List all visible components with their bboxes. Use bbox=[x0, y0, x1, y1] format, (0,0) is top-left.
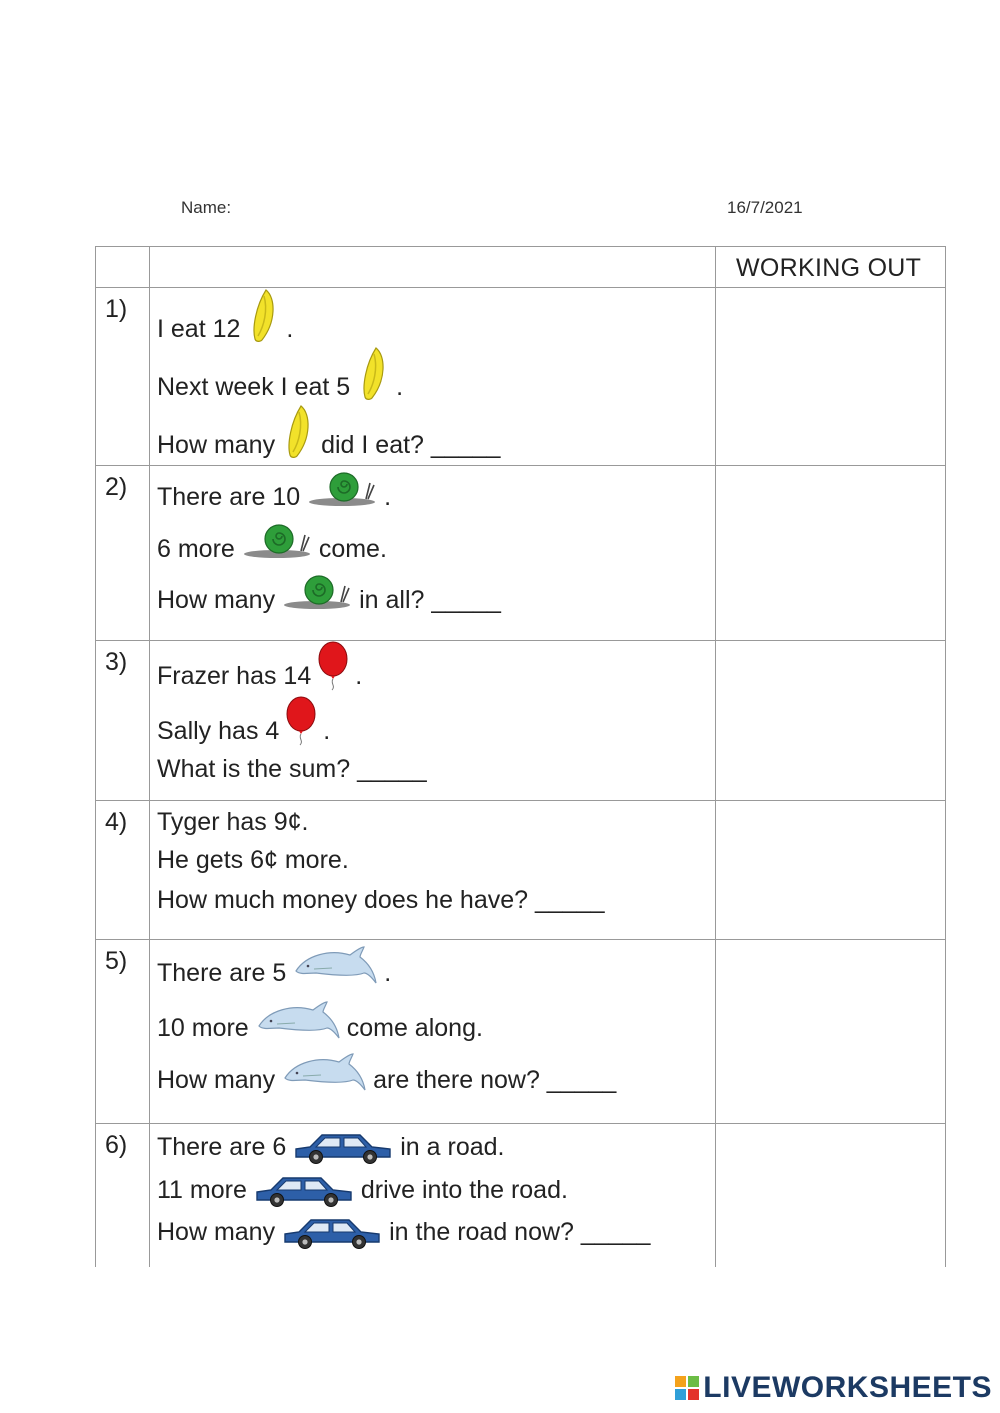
date-label: 16/7/2021 bbox=[727, 198, 803, 217]
question-text-after: in the road now? _____ bbox=[389, 1217, 651, 1246]
question-text-after: . bbox=[384, 958, 392, 987]
question-text-cell bbox=[149, 1123, 716, 1267]
question-line bbox=[157, 1129, 505, 1165]
balloon-icon bbox=[317, 648, 349, 684]
working-out-area[interactable] bbox=[716, 287, 945, 465]
banana-icon bbox=[246, 298, 280, 334]
question-row bbox=[96, 1123, 945, 1267]
question-line bbox=[157, 658, 362, 694]
working-out-area[interactable] bbox=[716, 640, 945, 800]
question-text: 6 more bbox=[157, 534, 235, 563]
question-line bbox=[157, 713, 330, 749]
name-label: Name: bbox=[181, 198, 232, 217]
question-text: 11 more bbox=[157, 1175, 247, 1204]
working-out-heading: WORKING OUT bbox=[736, 254, 922, 282]
question-line bbox=[157, 751, 427, 787]
dolphin-icon bbox=[292, 947, 378, 983]
question-text: 10 more bbox=[157, 1013, 249, 1042]
working-out-area[interactable] bbox=[716, 800, 945, 939]
question-text-after: in all? _____ bbox=[359, 585, 501, 614]
question-text-after: come along. bbox=[346, 1013, 483, 1042]
question-line bbox=[157, 582, 501, 618]
question-row bbox=[96, 640, 945, 801]
question-text: Next week I eat 5 bbox=[157, 372, 351, 401]
snail-icon bbox=[241, 523, 313, 559]
question-text: What is the sum? _____ bbox=[157, 754, 427, 783]
question-text: How much money does he have? _____ bbox=[157, 885, 605, 914]
question-line bbox=[157, 369, 403, 405]
question-line bbox=[157, 1214, 650, 1250]
question-text: I eat 12 bbox=[157, 314, 241, 343]
question-row bbox=[96, 465, 945, 641]
question-text-after: . bbox=[355, 661, 363, 690]
question-line bbox=[157, 804, 308, 840]
working-out-area[interactable] bbox=[716, 1123, 945, 1267]
question-text: He gets 6¢ more. bbox=[157, 845, 349, 874]
brand-name: LIVEWORKSHEETS bbox=[703, 1371, 992, 1404]
question-text: Sally has 4 bbox=[157, 716, 280, 745]
worksheet-table bbox=[95, 246, 946, 1267]
question-number: 6) bbox=[105, 1131, 128, 1159]
question-text-after: did I eat? _____ bbox=[321, 430, 501, 459]
question-text-cell bbox=[149, 939, 716, 1123]
question-text-after: come. bbox=[318, 534, 387, 563]
question-text-after: . bbox=[323, 716, 331, 745]
question-number: 3) bbox=[105, 648, 128, 676]
dolphin-icon bbox=[281, 1054, 367, 1090]
question-text-after: are there now? _____ bbox=[373, 1065, 617, 1094]
question-line bbox=[157, 1010, 483, 1046]
question-text-cell bbox=[149, 465, 716, 640]
question-text-after: . bbox=[286, 314, 294, 343]
question-number: 1) bbox=[105, 295, 128, 323]
header-row bbox=[96, 247, 945, 288]
question-text: How many bbox=[157, 585, 276, 614]
question-row bbox=[96, 939, 945, 1124]
question-text: There are 10 bbox=[157, 482, 301, 511]
car-icon bbox=[253, 1172, 355, 1208]
question-line bbox=[157, 311, 293, 347]
question-text: Tyger has 9¢. bbox=[157, 807, 309, 836]
question-text: How many bbox=[157, 1217, 276, 1246]
question-line bbox=[157, 1172, 568, 1208]
question-line bbox=[157, 479, 391, 515]
question-line bbox=[157, 1062, 616, 1098]
question-text-after: . bbox=[384, 482, 392, 511]
question-line bbox=[157, 882, 605, 918]
question-text: How many bbox=[157, 1065, 276, 1094]
question-text-cell bbox=[149, 800, 716, 939]
question-line bbox=[157, 955, 391, 991]
car-icon bbox=[281, 1214, 383, 1250]
question-row bbox=[96, 800, 945, 940]
question-number: 2) bbox=[105, 473, 128, 501]
question-text-cell bbox=[149, 640, 716, 800]
working-out-area[interactable] bbox=[716, 465, 945, 640]
question-text-after: drive into the road. bbox=[360, 1175, 568, 1204]
question-line bbox=[157, 427, 500, 463]
question-text: Frazer has 14 bbox=[157, 661, 312, 690]
question-text: There are 5 bbox=[157, 958, 287, 987]
question-text-after: in a road. bbox=[400, 1132, 505, 1161]
snail-icon bbox=[306, 471, 378, 507]
snail-icon bbox=[281, 574, 353, 610]
question-text: There are 6 bbox=[157, 1132, 287, 1161]
balloon-icon bbox=[285, 703, 317, 739]
banana-icon bbox=[356, 356, 390, 392]
working-out-area[interactable] bbox=[716, 939, 945, 1123]
liveworksheets-logo bbox=[675, 1371, 992, 1405]
question-line bbox=[157, 842, 349, 878]
banana-icon bbox=[281, 414, 315, 450]
question-number: 5) bbox=[105, 947, 128, 975]
question-row bbox=[96, 287, 945, 466]
question-text-cell bbox=[149, 287, 716, 465]
dolphin-icon bbox=[255, 1002, 341, 1038]
logo-grid-icon bbox=[675, 1376, 699, 1400]
question-line bbox=[157, 531, 387, 567]
question-number: 4) bbox=[105, 808, 128, 836]
question-text: How many bbox=[157, 430, 276, 459]
car-icon bbox=[292, 1129, 394, 1165]
question-text-after: . bbox=[396, 372, 404, 401]
